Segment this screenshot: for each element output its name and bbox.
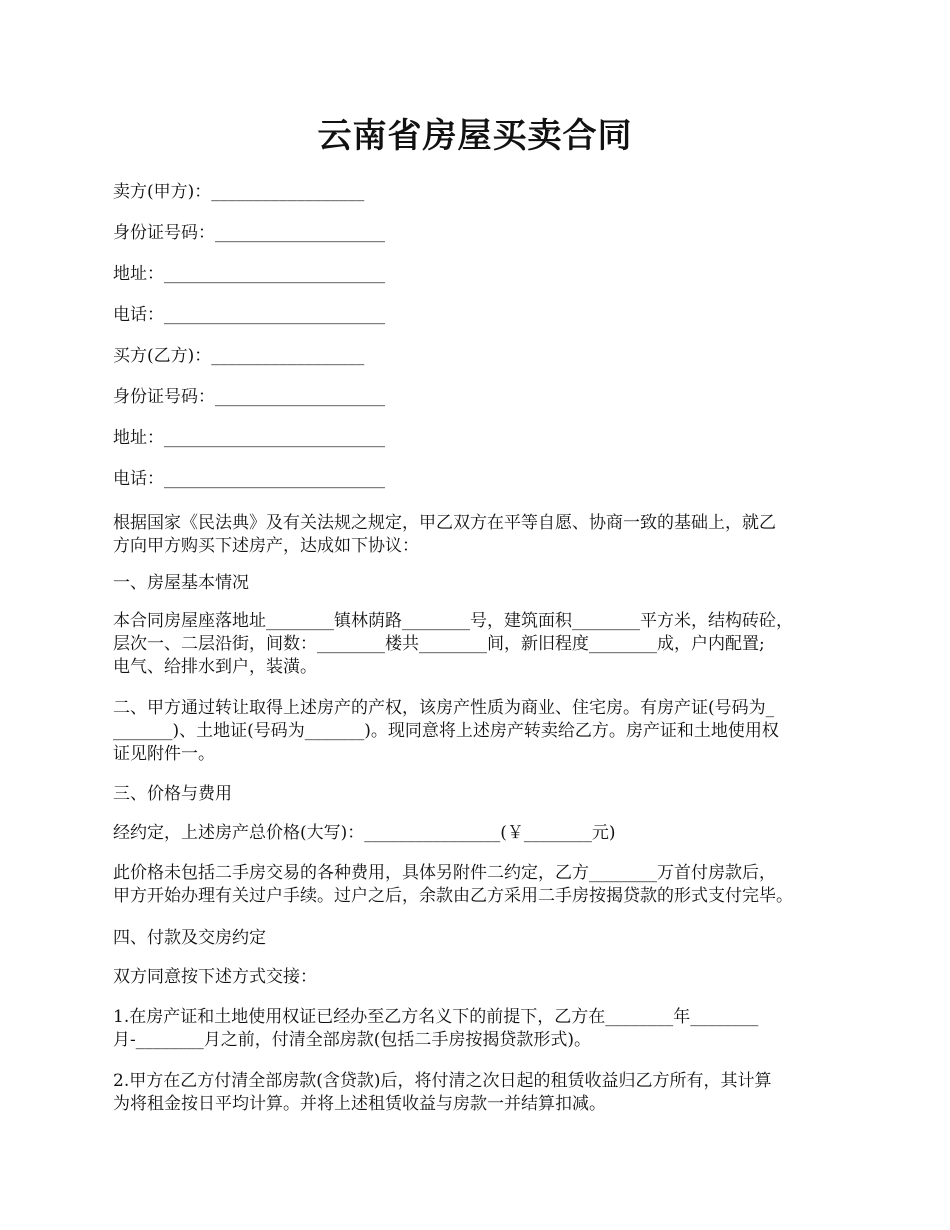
text-line: 证见附件一。 (113, 744, 215, 764)
text-line: 此价格未包括二手房交易的各种费用，具体另附件二约定，乙方________万首付房款后， (113, 863, 776, 883)
text-line: _______)、土地证(号码为_______)。现同意将上述房产转卖给乙方。房产证和土地使用权 (113, 721, 779, 741)
seller-id-field: 身份证号码：____________________ (113, 223, 385, 243)
fees-paragraph (113, 862, 853, 908)
buyer-id-field: 身份证号码：____________________ (113, 387, 385, 407)
seller-address-field: 地址：__________________________ (113, 264, 385, 284)
section-heading-4 (113, 927, 853, 950)
text-line: 二、甲方通过转让取得上述房产的产权，该房产性质为商业、住宅房。有房产证(号码为_ (113, 698, 775, 718)
seller-phone-field: 电话：__________________________ (113, 305, 385, 325)
text-line: 月-________月之前，付清全部房款(包括二手房按揭贷款形式)。 (113, 1030, 592, 1050)
buyer-address-field: 地址：__________________________ (113, 428, 385, 448)
payment-clause-2 (113, 1070, 853, 1116)
section-heading-1 (113, 572, 853, 595)
handover-intro-paragraph (113, 966, 853, 989)
text-line: 2.甲方在乙方付清全部房款(含贷款)后，将付清之次日起的租赁收益归乙方所有，其计算 (113, 1071, 772, 1091)
payment-clause-1 (113, 1006, 853, 1052)
text-line: 经约定，上述房产总价格(大写)：________________(￥________元) (113, 823, 616, 843)
seller-name-field: 卖方(甲方)：__________________ (113, 182, 365, 202)
buyer-phone-field: 电话：__________________________ (113, 469, 385, 489)
text-line: 层次一、二层沿街，间数：________楼共________间，新旧程度________成，户内配置; (113, 634, 765, 654)
price-paragraph (113, 822, 853, 845)
preamble-paragraph (113, 512, 853, 558)
text-line: 一、房屋基本情况 (113, 573, 249, 593)
text-line: 为将租金按日平均计算。并将上述租赁收益与房款一并结算扣减。 (113, 1094, 606, 1114)
text-line: 方向甲方购买下述房产，达成如下协议： (113, 536, 419, 556)
text-line: 电气、给排水到户，装潢。 (113, 657, 317, 677)
section-heading-3 (113, 783, 853, 806)
text-line: 四、付款及交房约定 (113, 928, 266, 948)
text-line: 双方同意按下述方式交接： (113, 967, 317, 987)
text-line: 三、价格与费用 (113, 784, 232, 804)
ownership-paragraph (113, 697, 853, 766)
text-line: 甲方开始办理有关过户手续。过户之后，余款由乙方采用二手房按揭贷款的形式支付完毕。 (113, 886, 793, 906)
text-line: 本合同房屋座落地址________镇林荫路________号，建筑面积________平方米，结构砖砼， (113, 611, 793, 631)
text-line: 根据国家《民法典》及有关法规之规定，甲乙双方在平等自愿、协商一致的基础上，就乙 (113, 513, 776, 533)
buyer-name-field: 买方(乙方)：__________________ (113, 346, 365, 366)
document-title: 云南省房屋买卖合同 (317, 116, 633, 156)
property-info-paragraph (113, 610, 853, 679)
text-line: 1.在房产证和土地使用权证已经办至乙方名义下的前提下，乙方在________年________ (113, 1007, 759, 1027)
